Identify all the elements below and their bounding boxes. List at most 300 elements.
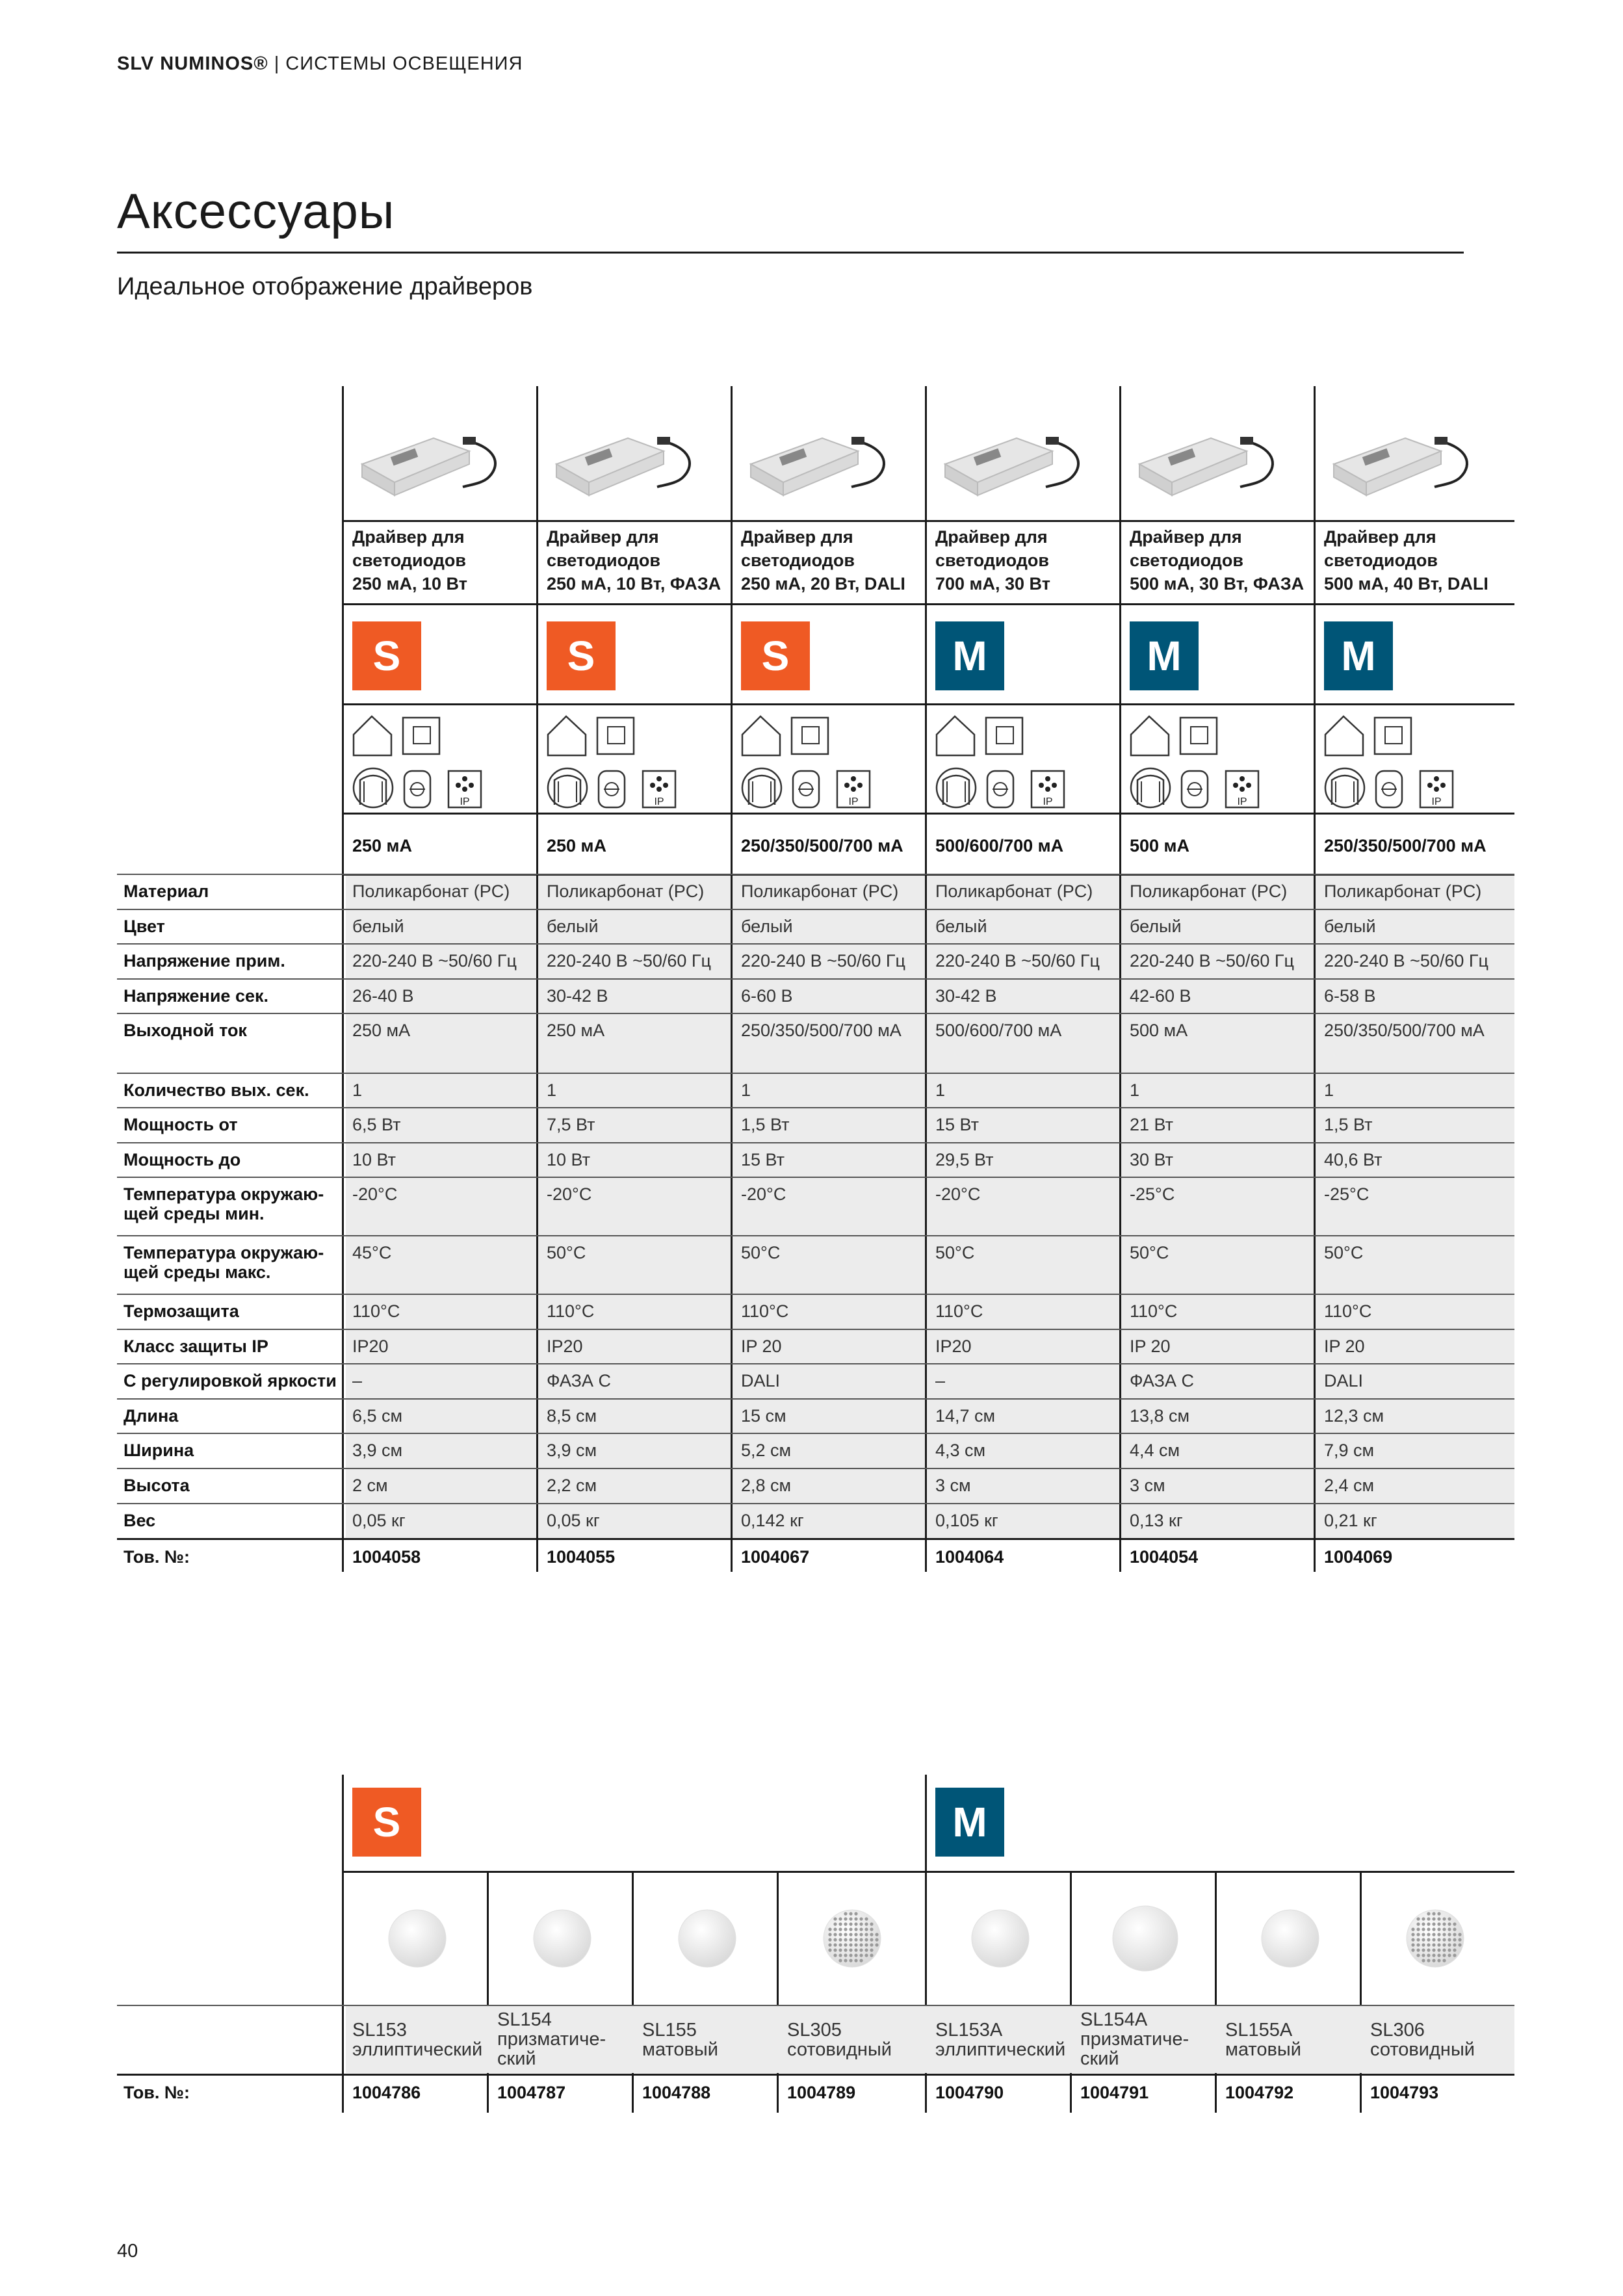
surface-mount-icon	[792, 718, 828, 754]
product-name	[352, 525, 538, 595]
ip-rating-icon	[448, 771, 481, 807]
row-divider	[117, 1433, 1514, 1434]
spec-label-line: щей среды мин.	[123, 1204, 265, 1223]
spec-value: 110°C	[352, 1301, 400, 1321]
spec-value: 0,142 кг	[741, 1511, 804, 1530]
spec-value: 15 Вт	[935, 1115, 980, 1134]
spec-label-line: Температура окружаю-	[123, 1243, 324, 1262]
spec-value: 7,9 см	[1324, 1441, 1375, 1460]
lens-description	[497, 2010, 634, 2068]
spec-value: IP20	[935, 1337, 972, 1356]
column-divider	[487, 1871, 489, 2113]
spec-value: 110°C	[547, 1301, 595, 1321]
indoor-house-icon	[548, 716, 586, 755]
product-name-line: светодиодов	[547, 551, 661, 570]
article-number-label: Тов. №:	[123, 1547, 190, 1567]
row-divider	[117, 1468, 1514, 1469]
spec-value: 3,9 см	[547, 1441, 597, 1460]
ceiling-icon	[1131, 768, 1170, 807]
article-number: 1004067	[741, 1547, 810, 1567]
spec-value: 45°C	[352, 1243, 392, 1262]
lens-description	[1225, 2020, 1362, 2059]
honeycomb-lens-image	[813, 1899, 891, 1977]
output-current-headline: 250 мА	[547, 836, 607, 855]
spec-value: 0,05 кг	[352, 1511, 406, 1530]
spec-value: 7,5 Вт	[547, 1115, 595, 1134]
spec-value: –	[935, 1371, 946, 1390]
spec-value: 6,5 см	[352, 1406, 403, 1426]
spec-value: IP 20	[1130, 1337, 1171, 1356]
spec-label	[123, 1301, 338, 1321]
spec-value: 250/350/500/700 мА	[1324, 1021, 1485, 1040]
row-divider	[117, 1363, 1514, 1364]
lens-code: SL306	[1370, 2020, 1425, 2041]
size-badge-s: S	[741, 621, 810, 690]
article-number: 1004787	[497, 2083, 566, 2102]
spec-label	[123, 1371, 338, 1390]
lens-type: матовый	[1225, 2039, 1301, 2060]
lens-type: сотовидный	[787, 2039, 892, 2060]
spec-value: 6-60 В	[741, 986, 793, 1006]
size-badge-s: S	[547, 621, 616, 690]
product-name-line: светодиодов	[741, 551, 855, 570]
spec-value: 220-240 В ~50/60 Гц	[935, 951, 1100, 971]
spec-label	[123, 951, 338, 971]
lens-code: SL155A	[1225, 2020, 1293, 2041]
lens-image	[1106, 1899, 1184, 1977]
product-name-line: светодиодов	[1324, 551, 1438, 570]
spec-value: -20°C	[547, 1184, 592, 1204]
spec-label	[123, 1080, 338, 1100]
article-number: 1004786	[352, 2083, 421, 2102]
ceiling-icon	[1325, 768, 1364, 807]
driver-product-image	[744, 412, 894, 510]
spec-value: 13,8 см	[1130, 1406, 1190, 1426]
row-shading	[346, 1074, 1514, 1107]
brand-header	[117, 53, 523, 75]
spec-value: IP 20	[741, 1337, 782, 1356]
spec-label-line: Напряжение сек.	[123, 986, 268, 1006]
article-number: 1004789	[787, 2083, 856, 2102]
indoor-house-icon	[354, 716, 391, 755]
spec-value: -25°C	[1130, 1184, 1175, 1204]
ip-rating-label: IP	[848, 796, 859, 807]
spec-value: 500/600/700 мА	[935, 1021, 1062, 1040]
spec-value: белый	[741, 917, 793, 936]
spec-label	[123, 1021, 338, 1040]
product-name-line: 700 мА, 30 Вт	[935, 574, 1050, 594]
spec-label-line: Высота	[123, 1476, 190, 1495]
spec-label-line: Термозащита	[123, 1301, 239, 1321]
ceiling-icon	[548, 768, 587, 807]
spec-label-line: Материал	[123, 881, 209, 901]
article-number: 1004054	[1130, 1547, 1199, 1567]
spec-label-line: щей среды макс.	[123, 1262, 271, 1282]
spec-label-line: Длина	[123, 1406, 179, 1426]
spec-value: белый	[352, 917, 404, 936]
column-divider	[342, 1775, 344, 2113]
spec-value: -20°C	[741, 1184, 786, 1204]
spec-value: 250/350/500/700 мА	[741, 1021, 902, 1040]
row-divider	[117, 1329, 1514, 1330]
spec-value: белый	[935, 917, 987, 936]
column-divider	[1360, 1871, 1362, 2113]
spec-value: 220-240 В ~50/60 Гц	[1324, 951, 1489, 971]
column-divider	[1070, 1871, 1072, 2113]
page-number: 40	[117, 2241, 138, 2262]
article-number: 1004788	[642, 2083, 711, 2102]
spec-value: 1,5 Вт	[1324, 1115, 1373, 1134]
spec-value: 30 Вт	[1130, 1150, 1174, 1169]
ip-rating-label: IP	[1237, 796, 1247, 807]
row-divider	[117, 1538, 1514, 1540]
lens-type: сотовидный	[1370, 2039, 1475, 2060]
spec-label	[123, 1150, 338, 1169]
lens-type: призматиче-	[497, 2029, 606, 2050]
spec-value: белый	[1324, 917, 1376, 936]
ip-rating-icon	[1420, 771, 1453, 807]
row-divider	[117, 1177, 1514, 1178]
spec-label-line: Мощность от	[123, 1115, 238, 1134]
ip-rating-label: IP	[1043, 796, 1053, 807]
lens-image	[378, 1899, 456, 1977]
lens-code: SL153A	[935, 2020, 1003, 2041]
spec-value: DALI	[1324, 1371, 1364, 1390]
spec-value: 220-240 В ~50/60 Гц	[1130, 951, 1295, 971]
ceiling-icon	[937, 768, 976, 807]
lens-description	[1080, 2010, 1217, 2068]
ip-rating-icon	[1032, 771, 1064, 807]
spec-value: –	[352, 1371, 363, 1390]
spec-label-line: Выходной ток	[123, 1021, 247, 1040]
product-name	[935, 525, 1121, 595]
product-name-line: Драйвер для	[547, 527, 659, 547]
lens-description	[642, 2020, 779, 2059]
size-badge-s: S	[352, 621, 421, 690]
product-name-line: 250 мА, 10 Вт, ФАЗА	[547, 574, 721, 594]
article-number: 1004058	[352, 1547, 421, 1567]
lens-type: призматиче-	[1080, 2029, 1189, 2050]
product-name-line: Драйвер для	[352, 527, 465, 547]
spec-label	[123, 1115, 338, 1134]
product-name-line: светодиодов	[1130, 551, 1244, 570]
spec-value: 50°C	[1130, 1243, 1169, 1262]
ip-rating-label: IP	[654, 796, 664, 807]
spec-value: 1,5 Вт	[741, 1115, 790, 1134]
safety-icon	[599, 771, 625, 807]
spec-value: 15 Вт	[741, 1150, 785, 1169]
lens-description	[352, 2020, 489, 2059]
lens-code: SL154A	[1080, 2009, 1148, 2030]
spec-value: 110°C	[741, 1301, 789, 1321]
spec-value: IP20	[352, 1337, 389, 1356]
page-subtitle: Идеальное отображение драйверов	[117, 273, 533, 300]
spec-value: 10 Вт	[352, 1150, 396, 1169]
spec-value: Поликарбонат (PC)	[352, 881, 510, 901]
row-divider	[117, 874, 1514, 875]
row-divider	[117, 978, 1514, 980]
installation-icons	[351, 709, 507, 813]
product-name-line: 500 мА, 30 Вт, ФАЗА	[1130, 574, 1305, 594]
lens-type: эллиптический	[935, 2039, 1066, 2060]
spec-label-line: Напряжение прим.	[123, 951, 285, 971]
spec-value: IP 20	[1324, 1337, 1365, 1356]
spec-value: 2,8 см	[741, 1476, 792, 1495]
lens-description	[1370, 2020, 1507, 2059]
spec-label-line: С регулировкой яркости	[123, 1371, 337, 1390]
row-divider	[117, 1503, 1514, 1504]
product-name-line: Драйвер для	[1324, 527, 1436, 547]
surface-mount-icon	[1375, 718, 1411, 754]
size-badge-m: M	[1130, 621, 1199, 690]
driver-product-image	[1133, 412, 1282, 510]
spec-value: 250 мА	[352, 1021, 411, 1040]
product-name-line: Драйвер для	[1130, 527, 1242, 547]
column-divider	[1215, 1871, 1217, 2113]
product-name-line: светодиодов	[935, 551, 1050, 570]
spec-value: ФАЗА С	[547, 1371, 611, 1390]
spec-label	[123, 1511, 338, 1530]
spec-value: ФАЗА С	[1130, 1371, 1194, 1390]
spec-value: 50°C	[741, 1243, 781, 1262]
spec-label	[123, 1184, 338, 1223]
size-badge-s: S	[352, 1788, 421, 1857]
product-name-line: Драйвер для	[935, 527, 1048, 547]
ip-rating-icon	[1226, 771, 1258, 807]
installation-icons	[1323, 709, 1479, 813]
ip-rating-icon	[837, 771, 870, 807]
ip-rating-icon	[643, 771, 675, 807]
spec-value: Поликарбонат (PC)	[1130, 881, 1288, 901]
product-name-line: светодиодов	[352, 551, 467, 570]
lens-image	[523, 1899, 601, 1977]
title-divider	[117, 252, 1464, 254]
header-divider	[342, 520, 1514, 522]
surface-mount-icon	[403, 718, 439, 754]
safety-icon	[404, 771, 430, 807]
spec-value: DALI	[741, 1371, 781, 1390]
spec-label	[123, 1476, 338, 1495]
lens-image	[668, 1899, 746, 1977]
header-divider	[342, 603, 1514, 605]
row-divider	[117, 1107, 1514, 1108]
lens-image	[961, 1899, 1039, 1977]
output-current-headline: 250/350/500/700 мА	[741, 836, 903, 855]
spec-value: 250 мА	[547, 1021, 605, 1040]
spec-value: 0,105 кг	[935, 1511, 998, 1530]
spec-value: 4,4 см	[1130, 1441, 1180, 1460]
spec-label-line: Цвет	[123, 917, 165, 936]
spec-value: 30-42 В	[935, 986, 997, 1006]
article-number: 1004790	[935, 2083, 1004, 2102]
spec-value: IP20	[547, 1337, 583, 1356]
spec-label	[123, 986, 338, 1006]
surface-mount-icon	[597, 718, 634, 754]
spec-label-line: Количество вых. сек.	[123, 1080, 309, 1100]
row-divider	[117, 1398, 1514, 1400]
lens-code: SL153	[352, 2020, 407, 2041]
driver-product-image	[939, 412, 1088, 510]
lens-description	[935, 2020, 1072, 2059]
surface-mount-icon	[986, 718, 1022, 754]
spec-label	[123, 917, 338, 936]
driver-product-image	[1327, 412, 1477, 510]
spec-value: Поликарбонат (PC)	[1324, 881, 1482, 901]
lens-table	[117, 1775, 1514, 2113]
indoor-house-icon	[1131, 716, 1169, 755]
row-divider	[117, 943, 1514, 945]
spec-value: Поликарбонат (PC)	[935, 881, 1093, 901]
spec-label	[123, 1337, 338, 1356]
product-name-line: Драйвер для	[741, 527, 853, 547]
ip-rating-label: IP	[460, 796, 470, 807]
product-name-line: 500 мА, 40 Вт, DALI	[1324, 574, 1488, 594]
spec-value: 1	[547, 1080, 557, 1100]
spec-value: 500 мА	[1130, 1021, 1188, 1040]
ip-rating-label: IP	[1431, 796, 1442, 807]
spec-label-line: Ширина	[123, 1441, 194, 1460]
surface-mount-icon	[1180, 718, 1217, 754]
output-current-headline: 250/350/500/700 мА	[1324, 836, 1487, 855]
spec-label	[123, 1406, 338, 1426]
output-current-headline: 500/600/700 мА	[935, 836, 1064, 855]
column-divider	[777, 1871, 779, 2113]
spec-value: 0,21 кг	[1324, 1511, 1377, 1530]
installation-icons	[1128, 709, 1284, 813]
spec-value: белый	[547, 917, 599, 936]
lens-description	[787, 2020, 924, 2059]
safety-icon	[1376, 771, 1402, 807]
lens-type: эллиптический	[352, 2039, 483, 2060]
product-name	[1130, 525, 1315, 595]
spec-value: 50°C	[547, 1243, 586, 1262]
lens-type: матовый	[642, 2039, 718, 2060]
spec-value: 5,2 см	[741, 1441, 792, 1460]
page-title: Аксессуары	[117, 184, 395, 239]
output-current-headline: 500 мА	[1130, 836, 1190, 855]
spec-value: белый	[1130, 917, 1182, 936]
output-current-headline: 250 мА	[352, 836, 413, 855]
lens-code: SL154	[497, 2009, 552, 2030]
spec-value: 1	[935, 1080, 946, 1100]
indoor-house-icon	[937, 716, 974, 755]
lens-code: SL305	[787, 2020, 842, 2041]
spec-value: 50°C	[935, 1243, 975, 1262]
spec-value: 2 см	[352, 1476, 388, 1495]
header-divider	[342, 813, 1514, 815]
header-section: СИСТЕМЫ ОСВЕЩЕНИЯ	[285, 53, 523, 74]
spec-value: 0,13 кг	[1130, 1511, 1183, 1530]
spec-value: -20°C	[352, 1184, 398, 1204]
product-name-line: 250 мА, 20 Вт, DALI	[741, 574, 905, 594]
lens-image	[1251, 1899, 1329, 1977]
row-divider	[117, 1013, 1514, 1014]
spec-label-line: Вес	[123, 1511, 156, 1530]
header-divider	[342, 703, 1514, 705]
spec-value: 220-240 В ~50/60 Гц	[352, 951, 517, 971]
spec-value: 3 см	[1130, 1476, 1165, 1495]
spec-value: -20°C	[935, 1184, 981, 1204]
row-divider	[117, 2074, 1514, 2076]
spec-value: 1	[352, 1080, 363, 1100]
article-number-label: Тов. №:	[123, 2083, 190, 2102]
installation-icons	[740, 709, 896, 813]
product-name	[1324, 525, 1509, 595]
lens-code: SL155	[642, 2020, 697, 2041]
driver-product-image	[356, 412, 505, 510]
spec-value: 110°C	[935, 1301, 983, 1321]
product-name	[547, 525, 732, 595]
safety-icon	[793, 771, 819, 807]
honeycomb-lens-image	[1396, 1899, 1474, 1977]
safety-icon	[987, 771, 1013, 807]
spec-value: 110°C	[1130, 1301, 1178, 1321]
installation-icons	[545, 709, 701, 813]
spec-value: 3 см	[935, 1476, 971, 1495]
size-badge-m: M	[935, 1788, 1004, 1857]
indoor-house-icon	[1325, 716, 1363, 755]
size-badge-m: M	[935, 621, 1004, 690]
product-name	[741, 525, 926, 595]
spec-value: Поликарбонат (PC)	[741, 881, 899, 901]
row-divider	[117, 1073, 1514, 1074]
lens-type-continued: ский	[497, 2048, 536, 2069]
spec-value: 21 Вт	[1130, 1115, 1174, 1134]
article-number: 1004069	[1324, 1547, 1393, 1567]
driver-product-image	[550, 412, 699, 510]
spec-value: 220-240 В ~50/60 Гц	[547, 951, 712, 971]
size-badge-m: M	[1324, 621, 1393, 690]
row-divider	[117, 1142, 1514, 1143]
spec-value: Поликарбонат (PC)	[547, 881, 705, 901]
article-number: 1004792	[1225, 2083, 1294, 2102]
spec-label	[123, 1441, 338, 1460]
spec-label-line: Мощность до	[123, 1150, 241, 1169]
product-name-line: 250 мА, 10 Вт	[352, 574, 467, 594]
spec-label-line: Класс защиты IP	[123, 1337, 268, 1356]
article-number: 1004055	[547, 1547, 616, 1567]
spec-value: 15 см	[741, 1406, 786, 1426]
indoor-house-icon	[742, 716, 780, 755]
row-divider	[117, 909, 1514, 910]
ceiling-icon	[742, 768, 781, 807]
spec-value: 29,5 Вт	[935, 1150, 994, 1169]
article-number: 1004791	[1080, 2083, 1149, 2102]
spec-value: 6-58 В	[1324, 986, 1376, 1006]
spec-value: 0,05 кг	[547, 1511, 600, 1530]
spec-value: 1	[741, 1080, 751, 1100]
spec-value: 8,5 см	[547, 1406, 597, 1426]
spec-label	[123, 881, 338, 901]
spec-value: 110°C	[1324, 1301, 1372, 1321]
spec-value: 4,3 см	[935, 1441, 986, 1460]
article-number: 1004793	[1370, 2083, 1439, 2102]
ceiling-icon	[354, 768, 393, 807]
spec-value: 42-60 В	[1130, 986, 1191, 1006]
safety-icon	[1182, 771, 1208, 807]
spec-value: 14,7 см	[935, 1406, 996, 1426]
spec-value: 12,3 см	[1324, 1406, 1384, 1426]
brand-name: SLV NUMINOS®	[117, 53, 268, 74]
article-number: 1004064	[935, 1547, 1004, 1567]
spec-value: 6,5 Вт	[352, 1115, 401, 1134]
spec-label-line: Температура окружаю-	[123, 1184, 324, 1204]
lens-type-continued: ский	[1080, 2048, 1119, 2069]
row-divider	[117, 1235, 1514, 1236]
spec-value: 26-40 В	[352, 986, 414, 1006]
spec-value: 3,9 см	[352, 1441, 403, 1460]
spec-value: -25°C	[1324, 1184, 1370, 1204]
